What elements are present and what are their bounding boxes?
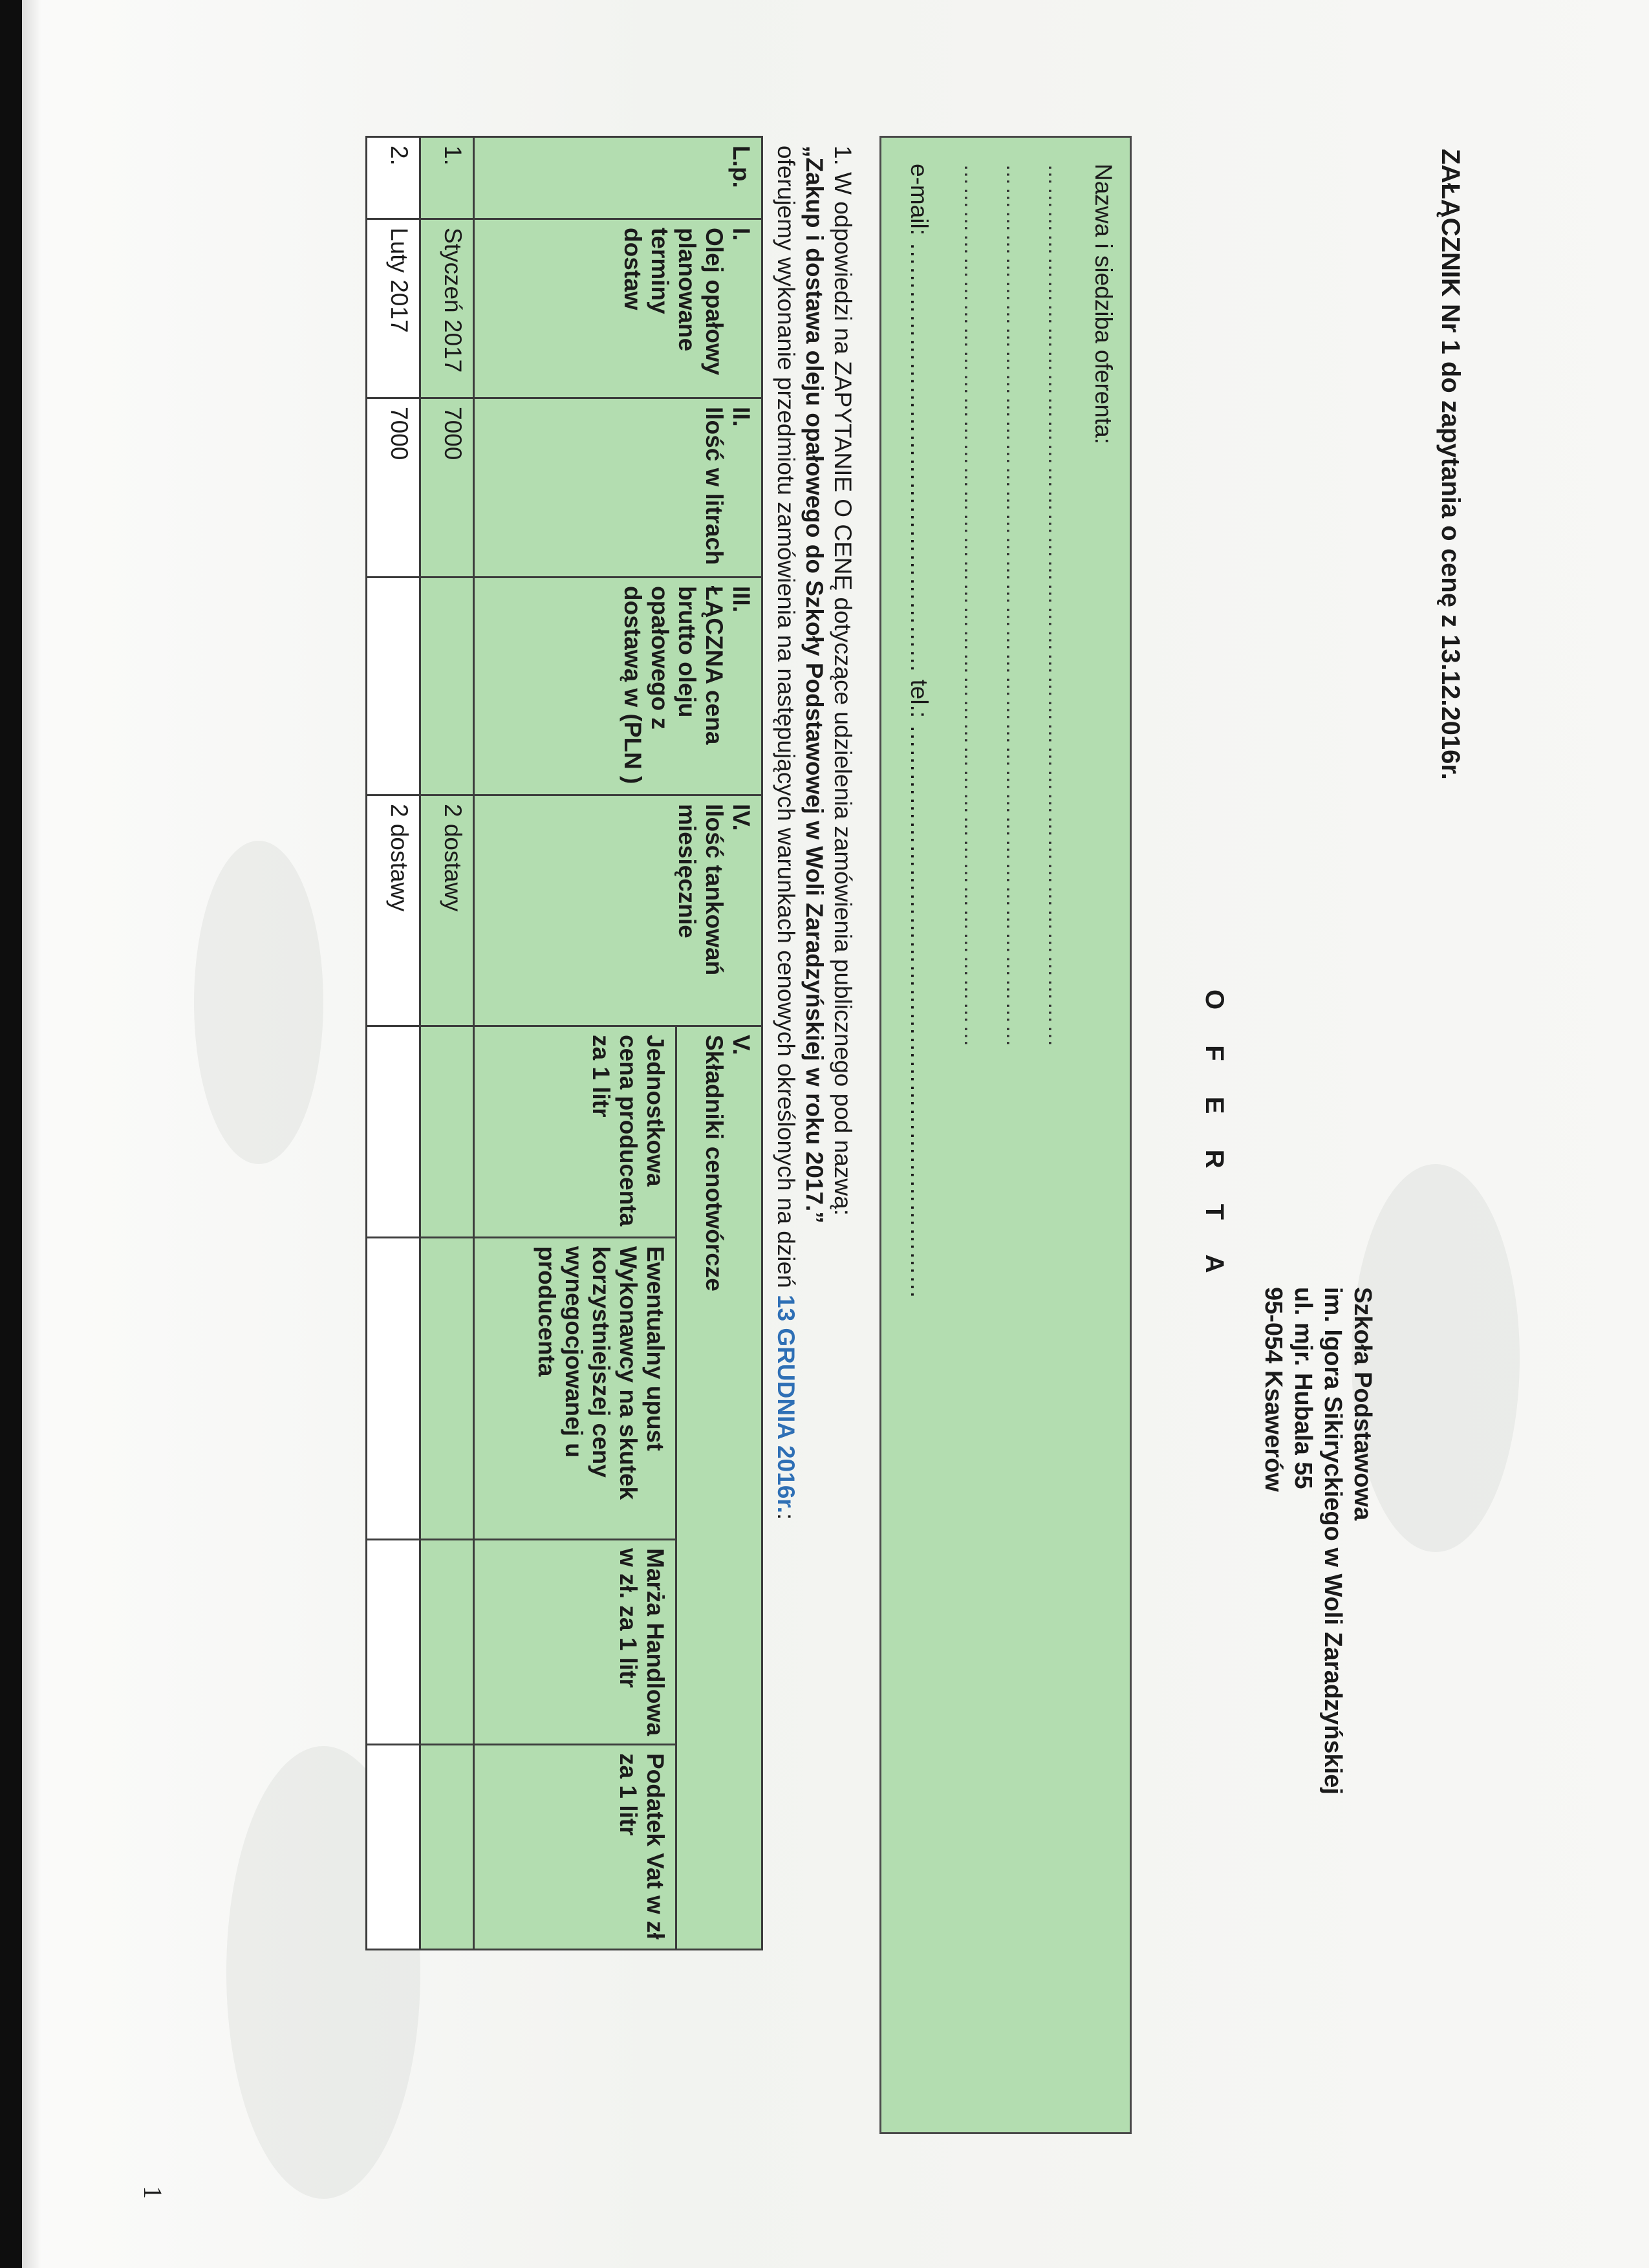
table-header-row [676, 137, 762, 1950]
cell-total-price[interactable] [367, 578, 420, 795]
offeror-address-line[interactable]: …………………………………………………………………………………………………… [1002, 164, 1026, 1048]
offer-heading: O F E R T A [1200, 989, 1229, 1288]
header-col-I: I. Olej opałowy planowane terminy dostaw [474, 219, 762, 398]
cell-lp: 1. [420, 137, 474, 219]
attachment-title: ZAŁĄCZNIK Nr 1 do zapytania o cenę z 13.12.2016r. [1436, 149, 1465, 780]
offeror-name-label: Nazwa i siedziba oferenta: [1090, 164, 1117, 444]
table-row [420, 137, 474, 1950]
cell-liters: 7000 [367, 398, 420, 578]
cell-tankings: 2 dostawy [420, 795, 474, 1026]
cell-term: Luty 2017 [367, 219, 420, 398]
cell-unit-price[interactable] [367, 1026, 420, 1238]
school-address [1258, 1287, 1377, 1795]
header-col-IV: IV. Ilość tankowań miesięcznie [474, 795, 762, 1026]
intro-line-2: „Zakup i dostawa oleju opałowego do Szkoły Podstawowej w Woli Zaradzyńskiej w roku 2017.” [801, 146, 828, 1224]
intro-line-3 [771, 146, 800, 2086]
cell-margin[interactable] [367, 1540, 420, 1745]
header-lp: L.p. [474, 137, 762, 219]
header-col-III: III. ŁĄCZNA cena brutto oleju opałowego z dostawą w (PLN ) [474, 578, 762, 795]
intro-line-3-prefix: oferujemy wykonanie przedmiotu zamówienia na następujących warunkach cenowych określonych na dzień [773, 146, 799, 1288]
intro-line-3-suffix: : [773, 1513, 799, 1520]
cell-discount[interactable] [420, 1238, 474, 1540]
offeror-box [879, 136, 1132, 2134]
subheader-unit-price: Jednostkowa cena producenta za 1 litr [474, 1026, 676, 1238]
cell-discount[interactable] [367, 1238, 420, 1540]
cell-vat[interactable] [420, 1745, 474, 1950]
page-number: 1 [138, 2186, 167, 2199]
cell-term: Styczeń 2017 [420, 219, 474, 398]
cell-margin[interactable] [420, 1540, 474, 1745]
offeror-extra-line[interactable]: …………………………………………………………………………………………………… [960, 164, 984, 1048]
subheader-discount: Ewentualny upust Wykonawcy na skutek korzystniejszej ceny wynegocjowanej u producenta [474, 1238, 676, 1540]
cell-tankings: 2 dostawy [367, 795, 420, 1026]
intro-text [771, 146, 857, 2086]
cell-vat[interactable] [367, 1745, 420, 1950]
cell-lp: 2. [367, 137, 420, 219]
subheader-margin: Marża Handlowa w zł. za 1 litr [474, 1540, 676, 1745]
intro-date: 13 GRUDNIA 2016r. [773, 1294, 799, 1513]
subheader-vat: Podatek Vat w zł za 1 litr [474, 1745, 676, 1950]
cell-unit-price[interactable] [420, 1026, 474, 1238]
address-line: im. Igora Sikiryckiego w Woli Zaradzyńskiej [1319, 1287, 1346, 1795]
header-col-II: II. Ilość w litrach [474, 398, 762, 578]
header-col-V: V. Składniki cenotwórcze [676, 1026, 762, 1950]
cell-total-price[interactable] [420, 578, 474, 795]
address-line: ul. mjr. Hubala 55 [1289, 1287, 1317, 1489]
intro-line-1: 1. W odpowiedzi na ZAPYTANIE O CENĘ dotyczące udzielenia zamówienia publicznego pod nazwą: [830, 146, 856, 1216]
offeror-name-line[interactable]: …………………………………………………………………………………………………… [1044, 164, 1068, 1048]
cell-liters: 7000 [420, 398, 474, 578]
address-line: 95-054 Ksawerów [1260, 1287, 1287, 1492]
email-phone-line[interactable]: e-mail: ……………………………………………… tel.: ……………………………………………………………… [906, 164, 932, 1299]
address-line: Szkoła Podstawowa [1349, 1287, 1376, 1521]
table-row [367, 137, 420, 1950]
price-table [365, 136, 763, 1950]
